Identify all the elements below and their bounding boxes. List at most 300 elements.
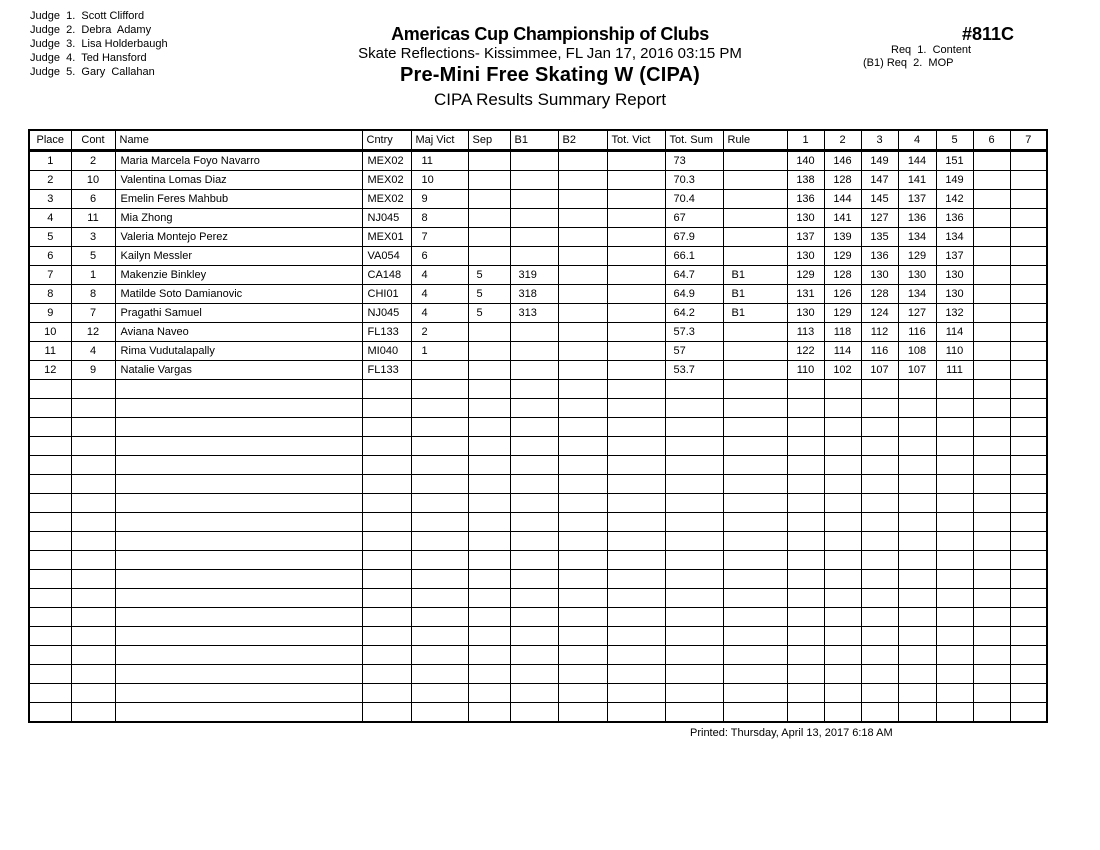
judge1-score: 130 xyxy=(787,247,824,266)
judge-name: Scott Clifford xyxy=(81,10,145,22)
empty-cell xyxy=(723,608,787,627)
empty-cell xyxy=(1010,494,1047,513)
empty-cell xyxy=(71,399,115,418)
cont-cell: 9 xyxy=(71,361,115,380)
empty-cell xyxy=(824,418,861,437)
empty-cell xyxy=(468,608,510,627)
judge5-score: 137 xyxy=(936,247,973,266)
judge-label: Judge 3. xyxy=(30,38,76,50)
empty-cell xyxy=(29,456,71,475)
empty-cell xyxy=(824,665,861,684)
empty-cell xyxy=(973,570,1010,589)
judge4-score: 134 xyxy=(898,228,936,247)
place-cell: 2 xyxy=(29,171,71,190)
cont-cell: 6 xyxy=(71,190,115,209)
empty-cell xyxy=(665,456,723,475)
judge-label: Judge 2. xyxy=(30,24,76,36)
judge6-score xyxy=(973,361,1010,380)
empty-cell xyxy=(71,684,115,703)
empty-cell xyxy=(824,437,861,456)
requirement-text: Req 2. MOP xyxy=(886,57,954,69)
empty-cell xyxy=(861,380,898,399)
maj-vict-cell: 9 xyxy=(411,190,468,209)
judge2-score: 129 xyxy=(824,247,861,266)
country-cell: NJ045 xyxy=(362,304,411,323)
empty-cell xyxy=(558,627,607,646)
empty-cell xyxy=(362,456,411,475)
empty-cell xyxy=(973,532,1010,551)
empty-cell xyxy=(973,418,1010,437)
empty-cell xyxy=(936,399,973,418)
cont-cell: 1 xyxy=(71,266,115,285)
empty-cell xyxy=(861,456,898,475)
requirement-prefix: (B1) xyxy=(863,57,884,69)
empty-cell xyxy=(665,494,723,513)
empty-cell xyxy=(1010,646,1047,665)
country-cell: VA054 xyxy=(362,247,411,266)
rule-cell xyxy=(723,171,787,190)
empty-cell xyxy=(71,551,115,570)
empty-cell xyxy=(787,437,824,456)
b1-cell: 318 xyxy=(510,285,558,304)
tot-vict-cell xyxy=(607,266,665,285)
empty-cell xyxy=(723,456,787,475)
empty-cell xyxy=(607,456,665,475)
empty-cell xyxy=(861,475,898,494)
column-header: Maj Vict xyxy=(411,130,468,151)
empty-cell xyxy=(1010,475,1047,494)
empty-cell xyxy=(936,494,973,513)
empty-cell xyxy=(936,646,973,665)
judge1-score: 130 xyxy=(787,209,824,228)
empty-cell xyxy=(510,456,558,475)
empty-cell xyxy=(71,437,115,456)
name-cell: Valeria Montejo Perez xyxy=(115,228,362,247)
judge3-score: 135 xyxy=(861,228,898,247)
empty-cell xyxy=(71,475,115,494)
empty-cell xyxy=(468,551,510,570)
country-cell: NJ045 xyxy=(362,209,411,228)
empty-cell xyxy=(115,665,362,684)
judge6-score xyxy=(973,266,1010,285)
column-header: 1 xyxy=(787,130,824,151)
empty-cell xyxy=(936,570,973,589)
judge5-score: 136 xyxy=(936,209,973,228)
judge2-score: 146 xyxy=(824,151,861,171)
empty-cell xyxy=(510,399,558,418)
empty-cell xyxy=(1010,684,1047,703)
place-cell: 4 xyxy=(29,209,71,228)
empty-cell xyxy=(468,456,510,475)
empty-row xyxy=(29,570,1047,589)
b1-cell xyxy=(510,209,558,228)
empty-cell xyxy=(824,589,861,608)
country-cell: CA148 xyxy=(362,266,411,285)
empty-cell xyxy=(1010,437,1047,456)
empty-cell xyxy=(607,380,665,399)
table-row xyxy=(29,342,1047,361)
table-row xyxy=(29,266,1047,285)
judge2-score: 102 xyxy=(824,361,861,380)
empty-cell xyxy=(787,589,824,608)
maj-vict-cell: 2 xyxy=(411,323,468,342)
empty-cell xyxy=(861,418,898,437)
empty-cell xyxy=(665,532,723,551)
empty-cell xyxy=(29,437,71,456)
empty-cell xyxy=(558,608,607,627)
empty-cell xyxy=(468,589,510,608)
empty-cell xyxy=(29,399,71,418)
judge7-score xyxy=(1010,209,1047,228)
empty-cell xyxy=(558,703,607,723)
empty-cell xyxy=(362,475,411,494)
empty-cell xyxy=(665,589,723,608)
empty-cell xyxy=(362,380,411,399)
empty-cell xyxy=(115,551,362,570)
place-cell: 10 xyxy=(29,323,71,342)
competition-title: Americas Cup Championship of Clubs xyxy=(391,24,709,44)
empty-cell xyxy=(115,418,362,437)
b2-cell xyxy=(558,361,607,380)
country-cell: FL133 xyxy=(362,323,411,342)
empty-cell xyxy=(1010,551,1047,570)
empty-cell xyxy=(607,399,665,418)
empty-cell xyxy=(362,665,411,684)
column-header: Rule xyxy=(723,130,787,151)
empty-cell xyxy=(362,494,411,513)
empty-cell xyxy=(936,703,973,723)
empty-cell xyxy=(29,665,71,684)
results-table xyxy=(28,129,1048,723)
empty-cell xyxy=(362,418,411,437)
judge-name: Gary Callahan xyxy=(81,66,155,78)
judge3-score: 147 xyxy=(861,171,898,190)
empty-row xyxy=(29,684,1047,703)
place-cell: 8 xyxy=(29,285,71,304)
empty-cell xyxy=(665,551,723,570)
empty-cell xyxy=(558,570,607,589)
empty-cell xyxy=(824,551,861,570)
cont-cell: 4 xyxy=(71,342,115,361)
judge1-score: 140 xyxy=(787,151,824,171)
empty-cell xyxy=(898,456,936,475)
empty-row xyxy=(29,551,1047,570)
empty-cell xyxy=(468,475,510,494)
b2-cell xyxy=(558,342,607,361)
empty-cell xyxy=(607,494,665,513)
b1-cell xyxy=(510,361,558,380)
empty-cell xyxy=(861,703,898,723)
empty-cell xyxy=(665,684,723,703)
column-header: Cntry xyxy=(362,130,411,151)
empty-row xyxy=(29,703,1047,723)
judge3-score: 149 xyxy=(861,151,898,171)
b1-cell xyxy=(510,151,558,171)
empty-cell xyxy=(510,570,558,589)
sep-cell xyxy=(468,228,510,247)
judge4-score: 137 xyxy=(898,190,936,209)
tot-sum-cell: 67 xyxy=(665,209,723,228)
empty-cell xyxy=(973,684,1010,703)
judge5-score: 130 xyxy=(936,285,973,304)
empty-cell xyxy=(607,665,665,684)
judge7-score xyxy=(1010,171,1047,190)
empty-cell xyxy=(29,608,71,627)
b1-cell xyxy=(510,190,558,209)
empty-cell xyxy=(936,475,973,494)
rule-cell: B1 xyxy=(723,266,787,285)
empty-cell xyxy=(411,456,468,475)
column-header: B2 xyxy=(558,130,607,151)
name-cell: Pragathi Samuel xyxy=(115,304,362,323)
empty-cell xyxy=(936,551,973,570)
maj-vict-cell: 8 xyxy=(411,209,468,228)
empty-cell xyxy=(787,646,824,665)
empty-row xyxy=(29,608,1047,627)
empty-cell xyxy=(510,665,558,684)
column-header: Sep xyxy=(468,130,510,151)
place-cell: 9 xyxy=(29,304,71,323)
empty-cell xyxy=(468,703,510,723)
event-number: #811C xyxy=(962,24,1015,44)
judge5-score: 110 xyxy=(936,342,973,361)
column-header: Name xyxy=(115,130,362,151)
empty-cell xyxy=(362,551,411,570)
empty-cell xyxy=(607,608,665,627)
table-row xyxy=(29,285,1047,304)
empty-cell xyxy=(861,513,898,532)
empty-cell xyxy=(115,608,362,627)
judge7-score xyxy=(1010,361,1047,380)
tot-sum-cell: 70.4 xyxy=(665,190,723,209)
empty-cell xyxy=(362,608,411,627)
empty-cell xyxy=(665,570,723,589)
empty-cell xyxy=(824,456,861,475)
b2-cell xyxy=(558,228,607,247)
judge7-score xyxy=(1010,228,1047,247)
empty-cell xyxy=(973,703,1010,723)
empty-cell xyxy=(468,418,510,437)
column-header: 2 xyxy=(824,130,861,151)
judge5-score: 111 xyxy=(936,361,973,380)
b1-cell xyxy=(510,171,558,190)
rule-cell: B1 xyxy=(723,285,787,304)
empty-cell xyxy=(71,608,115,627)
place-cell: 11 xyxy=(29,342,71,361)
empty-cell xyxy=(861,684,898,703)
judge1-score: 138 xyxy=(787,171,824,190)
rule-cell xyxy=(723,342,787,361)
empty-cell xyxy=(973,380,1010,399)
empty-cell xyxy=(898,684,936,703)
venue-date: Skate Reflections- Kissimmee, FL Jan 17, 2016 03:15 PM xyxy=(358,45,742,62)
empty-cell xyxy=(71,418,115,437)
empty-cell xyxy=(1010,703,1047,723)
judge2-score: 128 xyxy=(824,266,861,285)
empty-cell xyxy=(861,532,898,551)
maj-vict-cell: 1 xyxy=(411,342,468,361)
empty-cell xyxy=(973,646,1010,665)
empty-cell xyxy=(558,437,607,456)
empty-cell xyxy=(787,380,824,399)
sep-cell: 5 xyxy=(468,304,510,323)
b2-cell xyxy=(558,151,607,171)
judge6-score xyxy=(973,342,1010,361)
empty-cell xyxy=(898,665,936,684)
empty-cell xyxy=(115,399,362,418)
empty-cell xyxy=(723,399,787,418)
report-title: CIPA Results Summary Report xyxy=(433,90,667,109)
empty-cell xyxy=(787,551,824,570)
empty-cell xyxy=(723,589,787,608)
empty-cell xyxy=(71,570,115,589)
empty-row xyxy=(29,665,1047,684)
empty-cell xyxy=(936,532,973,551)
judge3-score: 112 xyxy=(861,323,898,342)
empty-cell xyxy=(607,684,665,703)
judge-entry xyxy=(30,65,168,79)
tot-vict-cell xyxy=(607,304,665,323)
empty-cell xyxy=(665,437,723,456)
empty-cell xyxy=(787,399,824,418)
column-header: Place xyxy=(29,130,71,151)
empty-cell xyxy=(115,589,362,608)
empty-cell xyxy=(558,589,607,608)
empty-cell xyxy=(824,627,861,646)
judge7-score xyxy=(1010,304,1047,323)
empty-cell xyxy=(510,684,558,703)
empty-cell xyxy=(29,551,71,570)
empty-cell xyxy=(558,532,607,551)
empty-cell xyxy=(411,380,468,399)
country-cell: MI040 xyxy=(362,342,411,361)
empty-cell xyxy=(665,475,723,494)
empty-cell xyxy=(510,418,558,437)
rule-cell xyxy=(723,361,787,380)
judge4-score: 141 xyxy=(898,171,936,190)
empty-cell xyxy=(898,608,936,627)
empty-cell xyxy=(558,684,607,703)
empty-cell xyxy=(29,513,71,532)
empty-cell xyxy=(898,399,936,418)
empty-cell xyxy=(607,475,665,494)
empty-cell xyxy=(973,494,1010,513)
sep-cell xyxy=(468,323,510,342)
empty-cell xyxy=(723,703,787,723)
empty-cell xyxy=(973,608,1010,627)
empty-row xyxy=(29,494,1047,513)
table-header-row xyxy=(29,130,1047,151)
judge3-score: 145 xyxy=(861,190,898,209)
empty-cell xyxy=(723,380,787,399)
empty-row xyxy=(29,646,1047,665)
column-header: Cont xyxy=(71,130,115,151)
empty-cell xyxy=(787,703,824,723)
cont-cell: 7 xyxy=(71,304,115,323)
table-row xyxy=(29,323,1047,342)
column-header: Tot. Vict xyxy=(607,130,665,151)
empty-cell xyxy=(824,513,861,532)
empty-cell xyxy=(787,570,824,589)
judge7-score xyxy=(1010,247,1047,266)
name-cell: Kailyn Messler xyxy=(115,247,362,266)
empty-cell xyxy=(936,418,973,437)
empty-cell xyxy=(665,608,723,627)
rule-cell xyxy=(723,323,787,342)
b1-cell: 313 xyxy=(510,304,558,323)
judge4-score: 130 xyxy=(898,266,936,285)
judge4-score: 136 xyxy=(898,209,936,228)
b1-cell xyxy=(510,228,558,247)
empty-cell xyxy=(665,418,723,437)
judge6-score xyxy=(973,247,1010,266)
table-row xyxy=(29,171,1047,190)
empty-cell xyxy=(973,665,1010,684)
empty-cell xyxy=(468,684,510,703)
empty-cell xyxy=(607,589,665,608)
judge3-score: 116 xyxy=(861,342,898,361)
empty-cell xyxy=(973,589,1010,608)
empty-row xyxy=(29,437,1047,456)
empty-cell xyxy=(510,627,558,646)
judge-label: Judge 4. xyxy=(30,52,76,64)
name-cell: Emelin Feres Mahbub xyxy=(115,190,362,209)
tot-vict-cell xyxy=(607,171,665,190)
empty-cell xyxy=(787,627,824,646)
empty-cell xyxy=(558,513,607,532)
empty-cell xyxy=(411,399,468,418)
judge1-score: 122 xyxy=(787,342,824,361)
empty-cell xyxy=(115,703,362,723)
event-name: Pre-Mini Free Skating W (CIPA) xyxy=(399,64,701,86)
empty-cell xyxy=(861,399,898,418)
tot-vict-cell xyxy=(607,190,665,209)
empty-cell xyxy=(665,380,723,399)
tot-vict-cell xyxy=(607,228,665,247)
empty-cell xyxy=(1010,399,1047,418)
judge5-score: 114 xyxy=(936,323,973,342)
empty-cell xyxy=(1010,418,1047,437)
judge6-score xyxy=(973,171,1010,190)
judge3-score: 127 xyxy=(861,209,898,228)
cont-cell: 10 xyxy=(71,171,115,190)
empty-cell xyxy=(824,684,861,703)
empty-cell xyxy=(861,608,898,627)
place-cell: 1 xyxy=(29,151,71,171)
empty-cell xyxy=(29,627,71,646)
empty-cell xyxy=(558,418,607,437)
judge2-score: 128 xyxy=(824,171,861,190)
b2-cell xyxy=(558,304,607,323)
judge6-score xyxy=(973,209,1010,228)
judge7-score xyxy=(1010,342,1047,361)
tot-sum-cell: 67.9 xyxy=(665,228,723,247)
empty-cell xyxy=(723,513,787,532)
empty-cell xyxy=(936,380,973,399)
rule-cell xyxy=(723,228,787,247)
empty-cell xyxy=(973,475,1010,494)
country-cell: FL133 xyxy=(362,361,411,380)
judges-panel xyxy=(30,9,168,79)
empty-cell xyxy=(362,703,411,723)
empty-cell xyxy=(898,551,936,570)
empty-cell xyxy=(362,532,411,551)
tot-sum-cell: 57 xyxy=(665,342,723,361)
column-header: 7 xyxy=(1010,130,1047,151)
empty-cell xyxy=(861,589,898,608)
empty-cell xyxy=(723,646,787,665)
empty-cell xyxy=(411,703,468,723)
